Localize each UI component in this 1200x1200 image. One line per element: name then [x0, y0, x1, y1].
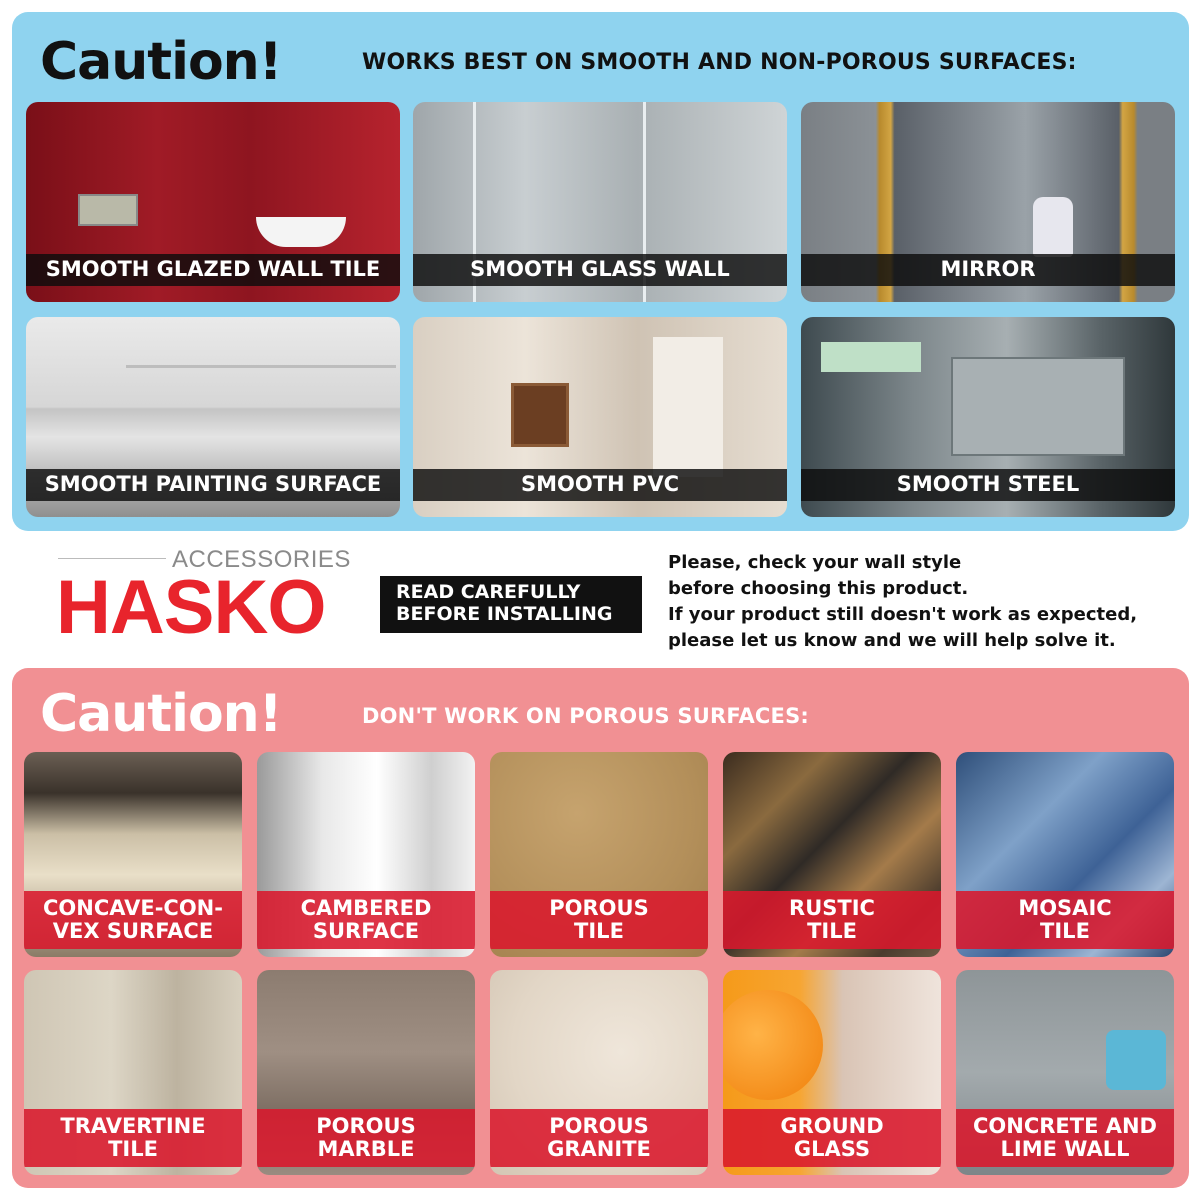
coat-image [1033, 197, 1073, 257]
bad-surfaces-headline: DON'T WORK ON POROUS SURFACES: [362, 704, 809, 728]
label-line-1: CAMBERED [300, 895, 432, 920]
surface-tile-concrete-lime [956, 970, 1174, 1175]
surface-tile-ground-glass [723, 970, 941, 1175]
label-line-1: RUSTIC [789, 895, 875, 920]
orange-image [723, 990, 823, 1100]
label-line-2: GLASS [793, 1137, 871, 1161]
chair-image [1106, 1030, 1166, 1090]
label-line-1: POROUS [549, 1113, 649, 1138]
label-line-2: GRANITE [547, 1137, 651, 1161]
surface-label [490, 1109, 708, 1167]
surface-tile-glazed-wall [26, 102, 400, 302]
wall-check-note [668, 550, 1188, 654]
surface-tile-travertine [24, 970, 242, 1175]
surface-label [24, 1109, 242, 1167]
label-line-2: TILE [807, 919, 857, 943]
surface-label [257, 891, 475, 949]
label-line-1: CONCAVE-CON- [43, 895, 223, 920]
door-image [653, 337, 723, 477]
surface-tile-porous-granite [490, 970, 708, 1175]
label-line-2: TILE [574, 919, 624, 943]
note-line-3: If your product still doesn't work as expected, [668, 604, 1138, 625]
brand-logo: HASKO [56, 565, 326, 650]
surface-label: SMOOTH GLASS WALL [413, 254, 787, 286]
mirror-image [511, 383, 569, 447]
read-carefully-badge [380, 576, 642, 633]
surface-tile-glass-wall [413, 102, 787, 302]
label-line-1: CONCRETE AND [972, 1113, 1157, 1138]
surface-tile-rustic [723, 752, 941, 957]
surface-label [723, 891, 941, 949]
surface-label: SMOOTH GLAZED WALL TILE [26, 254, 400, 286]
window-image [821, 342, 921, 372]
surface-label: SMOOTH PVC [413, 469, 787, 501]
surface-tile-concave-convex [24, 752, 242, 957]
label-line-2: LIME WALL [1000, 1137, 1130, 1161]
brand-divider [58, 558, 166, 559]
cabinet-line-image [126, 365, 396, 368]
brand-subtitle: ACCESSORIES [172, 546, 351, 573]
note-line-1: Please, check your wall style [668, 552, 962, 573]
surface-tile-cambered [257, 752, 475, 957]
surface-label [956, 1109, 1174, 1167]
label-line-1: GROUND [780, 1113, 884, 1138]
surface-tile-steel [801, 317, 1175, 517]
surface-tile-pvc [413, 317, 787, 517]
label-line-2: VEX SURFACE [52, 919, 214, 943]
read-line-2: BEFORE INSTALLING [396, 603, 613, 625]
surface-tile-mosaic [956, 752, 1174, 957]
surface-label: SMOOTH PAINTING SURFACE [26, 469, 400, 501]
label-line-2: TILE [108, 1137, 158, 1161]
surface-label: MIRROR [801, 254, 1175, 286]
note-line-2: before choosing this product. [668, 578, 969, 599]
label-line-2: TILE [1040, 919, 1090, 943]
steel-cabinet-image [951, 357, 1125, 456]
label-line-2: MARBLE [317, 1137, 415, 1161]
label-line-1: POROUS [316, 1113, 416, 1138]
note-line-4: please let us know and we will help solve it. [668, 630, 1116, 651]
surface-label [24, 891, 242, 949]
surface-label [723, 1109, 941, 1167]
surface-label: SMOOTH STEEL [801, 469, 1175, 501]
surface-tile-painting [26, 317, 400, 517]
surface-label [490, 891, 708, 949]
label-line-1: POROUS [549, 895, 649, 920]
read-line-1: READ CAREFULLY [396, 581, 581, 603]
flush-plate-image [78, 194, 138, 226]
surface-tile-porous-tile [490, 752, 708, 957]
bad-surfaces-panel [12, 668, 1189, 1188]
surface-tile-porous-marble [257, 970, 475, 1175]
good-surfaces-panel [12, 12, 1189, 531]
surface-tile-mirror [801, 102, 1175, 302]
surface-label [956, 891, 1174, 949]
label-line-1: TRAVERTINE [60, 1113, 206, 1138]
caution-heading-bad: Caution! [40, 684, 282, 744]
label-line-2: SURFACE [312, 919, 420, 943]
caution-heading-good: Caution! [40, 32, 282, 92]
label-line-1: MOSAIC [1018, 895, 1112, 920]
good-surfaces-headline: WORKS BEST ON SMOOTH AND NON-POROUS SURFACES: [362, 50, 1077, 75]
basin-image [256, 217, 346, 247]
surface-label [257, 1109, 475, 1167]
